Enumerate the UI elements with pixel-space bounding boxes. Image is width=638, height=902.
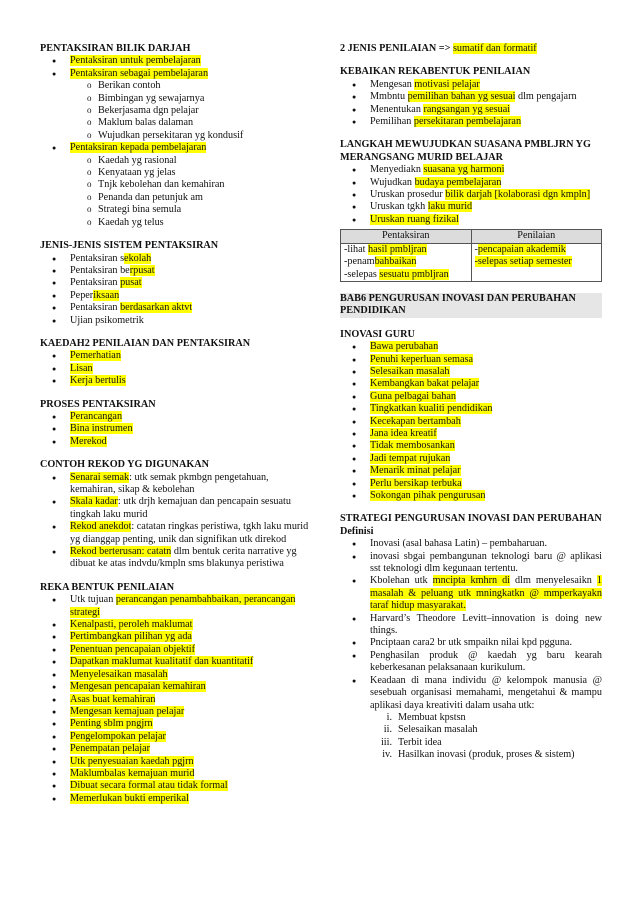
list-item: ● Pentaksiran pusat bbox=[40, 277, 312, 289]
list-inovasi-guru bbox=[340, 341, 602, 502]
list-item: ● Jadi tempat rujukan bbox=[340, 453, 602, 465]
list-item: ● Senarai semak: utk semak pkmbgn pengetahuan, kemahiran, sikap & kebolehan bbox=[40, 472, 312, 497]
list-item: ● Pentaksiran sekolah bbox=[40, 253, 312, 265]
list-item: ● Dibuat secara formal atau tidak formal bbox=[40, 780, 312, 792]
table-cell: -lihat hasil pmbljran -penambahbaikan -selepas sesuatu pmbljran bbox=[341, 243, 472, 281]
sub-list-item: o Tnjk kebolehan dan kemahiran bbox=[40, 179, 312, 191]
list-item: ● Pnciptaan cara2 br utk smpaikn nilai kpd pgguna. bbox=[340, 637, 602, 649]
comparison-table bbox=[340, 229, 602, 282]
list-item: ● Tingkatkan kualiti pendidikan bbox=[340, 403, 602, 415]
list-item: ● Kecekapan bertambah bbox=[340, 416, 602, 428]
roman-list-item: i. Membuat kpstsn bbox=[386, 711, 466, 723]
list-item: ● Inovasi (asal bahasa Latin) – pembaharuan. bbox=[340, 538, 602, 550]
list-item: ● Pemerhatian bbox=[40, 350, 312, 362]
list-item: ● Penting sblm pngjrn bbox=[40, 718, 312, 730]
list-item: ● Ujian psikometrik bbox=[40, 315, 312, 327]
list-item: ● Kerja bertulis bbox=[40, 375, 312, 387]
list-item: ● Mengesan pencapaian kemahiran bbox=[40, 681, 312, 693]
list-item: ● Perlu bersikap terbuka bbox=[340, 478, 602, 490]
table-cell: -pencapaian akademik -selepas setiap semester bbox=[471, 243, 602, 281]
list-item: ● Bina instrumen bbox=[40, 423, 312, 435]
section-title-langkah: LANGKAH MEWUJUDKAN SUASANA PMBLJRN YG MERANGSANG MURID BELAJAR bbox=[340, 139, 591, 163]
sub-list-item: o Wujudkan persekitaran yg kondusif bbox=[40, 130, 312, 142]
list-item: ● Pentaksiran berpusat bbox=[40, 265, 312, 277]
section-title-pentaksiran-bilik-darjah: PENTAKSIRAN BILIK DARJAH bbox=[40, 43, 191, 54]
list-pentaksiran-bilik-darjah bbox=[40, 55, 312, 229]
list-item: ● Penentuan pencapaian objektif bbox=[40, 644, 312, 656]
list-jenis-sistem bbox=[40, 253, 312, 327]
section-title-proses: PROSES PENTAKSIRAN bbox=[40, 398, 156, 410]
table-header-row bbox=[341, 230, 602, 243]
list-item: ● Merekod bbox=[40, 436, 312, 448]
sub-list-item: o Kaedah yg telus bbox=[40, 217, 312, 229]
list-item: ● Mengesan motivasi pelajar bbox=[340, 79, 602, 91]
list-definisi bbox=[340, 538, 602, 761]
roman-list-item: ii. Selesaikan masalah bbox=[383, 724, 478, 736]
list-item: ● Kenalpasti, peroleh maklumat bbox=[40, 619, 312, 631]
sub-list-item: o Bekerjasama dgn pelajar bbox=[40, 105, 312, 117]
list-item: ● Mmbntu pemilihan bahan yg sesuai dlm pengajarn bbox=[340, 91, 602, 103]
chapter-title-bab6: BAB6 PENGURUSAN INOVASI DAN PERUBAHAN PENDIDIKAN bbox=[340, 293, 602, 318]
list-item: ● Uruskan tgkh laku murid bbox=[340, 201, 602, 213]
list-item: ● Rekod berterusan: catatn dlm bentuk cerita narrative yg dibuat ke atas indvdu/kmpln sms blakunya peristiwa bbox=[40, 546, 312, 571]
subheading-definisi: Definisi bbox=[340, 525, 374, 537]
section-title-kaedah2: KAEDAH2 PENILAIAN DAN PENTAKSIRAN bbox=[40, 337, 251, 349]
sub-list-item: o Kenyataan yg jelas bbox=[40, 167, 312, 179]
list-item: ● Utk tujuan perancangan penambahbaikan, perancangan strategi bbox=[40, 594, 312, 619]
list-item: ● Uruskan prosedur bilik darjah [kolaborasi dgn kmpln] bbox=[340, 189, 602, 201]
list-item: ● Menentukan rangsangan yg sesuai bbox=[340, 104, 602, 116]
sub-list-item: o Kaedah yg rasional bbox=[40, 155, 312, 167]
list-item: ● Harvard’s Theodore Levitt–innovation is doing new things. bbox=[340, 613, 602, 638]
list-item: ● Bawa perubahan bbox=[340, 341, 602, 353]
list-item: ● Pengelompokan pelajar bbox=[40, 731, 312, 743]
section-title-inovasi-guru: INOVASI GURU bbox=[340, 328, 415, 340]
sub-list-item: o Bimbingan yg sewajarnya bbox=[40, 93, 312, 105]
list-item: ● Utk penyesuaian kaedah pgjrn bbox=[40, 756, 312, 768]
list-item: ● Skala kadar: utk drjh kemajuan dan pencapain sesuatu tingkah laku murid bbox=[40, 496, 312, 521]
roman-list-item: iii. Terbit idea bbox=[380, 736, 442, 748]
list-item: ● Asas buat kemahiran bbox=[40, 694, 312, 706]
list-item: ● Penuhi keperluan semasa bbox=[340, 354, 602, 366]
section-title-strategi: STRATEGI PENGURUSAN INOVASI DAN PERUBAHAN bbox=[340, 513, 602, 525]
list-kebaikan bbox=[340, 79, 602, 129]
section-title-reka-bentuk: REKA BENTUK PENILAIAN bbox=[40, 581, 175, 593]
table-header-penilaian: Penilaian bbox=[471, 230, 602, 243]
list-item: ● Menyelesaikan masalah bbox=[40, 669, 312, 681]
list-item: ● inovasi sbgai pembangunan teknologi baru @ aplikasi sst teknologi dlm kegunaan tertentu. bbox=[340, 551, 602, 576]
list-item: ● Uruskan ruang fizikal bbox=[340, 214, 602, 226]
section-title-jenis-sistem: JENIS-JENIS SISTEM PENTAKSIRAN bbox=[40, 240, 219, 252]
table-header-pentaksiran: Pentaksiran bbox=[341, 230, 472, 243]
list-item: ● Wujudkan budaya pembelajaran bbox=[340, 177, 602, 189]
list-item: ● Jana idea kreatif bbox=[340, 428, 602, 440]
list-item: ● Pentaksiran berdasarkan aktvt bbox=[40, 302, 312, 314]
list-item: ● Keadaan di mana individu @ kelompok manusia @ sesebuah organisasi memahami, mengetahui & mampu aplikasi daya kreativiti dalam usaha utk: bbox=[340, 675, 602, 712]
list-item: ● Lisan bbox=[40, 363, 312, 375]
list-item: ● Kbolehan utk mncipta kmhrn di dlm menyelesaikn 1 masalah & peluang utk mningkatkn @ mmperkayakn taraf hidup masyarakat. bbox=[340, 575, 602, 612]
list-item: ● Sokongan pihak pengurusan bbox=[340, 490, 602, 502]
section-title-contoh-rekod: CONTOH REKOD YG DIGUNAKAN bbox=[40, 459, 209, 471]
list-item: ● Penghasilan produk @ kaedah yg baru kearah keberkesanan pelaksanaan kurikulum. bbox=[340, 650, 602, 675]
list-proses bbox=[40, 411, 312, 448]
table-row bbox=[341, 243, 602, 281]
list-langkah bbox=[340, 164, 602, 226]
roman-list-item: iv. Hasilkan inovasi (produk, proses & sistem) bbox=[382, 749, 575, 761]
list-item: ● Dapatkan maklumat kualitatif dan kuantitatif bbox=[40, 656, 312, 668]
sub-list-item: o Maklum balas dalaman bbox=[40, 117, 312, 129]
list-item: ● Perancangan bbox=[40, 411, 312, 423]
left-column bbox=[40, 43, 312, 805]
list-item: ● Kembangkan bakat pelajar bbox=[340, 378, 602, 390]
list-item: ● Pentaksiran sebagai pembelajaran bbox=[40, 68, 312, 80]
list-reka-bentuk bbox=[40, 594, 312, 805]
list-item: ● Pentaksiran kepada pembelajaran bbox=[40, 142, 312, 154]
list-item: ● Penempatan pelajar bbox=[40, 743, 312, 755]
sub-list-item: o Penanda dan petunjuk am bbox=[40, 192, 312, 204]
list-item: ● Maklumbalas kemajuan murid bbox=[40, 768, 312, 780]
list-kaedah2 bbox=[40, 350, 312, 387]
list-item: ● Tidak membosankan bbox=[340, 440, 602, 452]
right-column bbox=[340, 43, 602, 762]
list-item: ● Menyediakn suasana yg harmoni bbox=[340, 164, 602, 176]
list-item: ● Selesaikan masalah bbox=[340, 366, 602, 378]
section-title-kebaikan: KEBAIKAN REKABENTUK PENILAIAN bbox=[340, 66, 531, 78]
jenis-penilaian-line: 2 JENIS PENILAIAN => sumatif dan formatif bbox=[340, 43, 537, 54]
sub-list-item: o Strategi bina semula bbox=[40, 204, 312, 216]
list-item: ● Pertimbangkan pilihan yg ada bbox=[40, 631, 312, 643]
list-item: ● Memerlukan bukti emperikal bbox=[40, 793, 312, 805]
list-item: ● Mengesan kemajuan pelajar bbox=[40, 706, 312, 718]
list-item: ● Peperiksaan bbox=[40, 290, 312, 302]
list-item: ● Rekod anekdot: catatan ringkas peristiwa, tgkh laku murid yg dianggap penting, unik dan signifikan utk direkod bbox=[40, 521, 312, 546]
list-item: ● Pentaksiran untuk pembelajaran bbox=[40, 55, 312, 67]
sub-list-item: o Berikan contoh bbox=[40, 80, 312, 92]
list-item: ● Pemilihan persekitaran pembelajaran bbox=[340, 116, 602, 128]
list-contoh-rekod bbox=[40, 472, 312, 571]
list-item: ● Menarik minat pelajar bbox=[340, 465, 602, 477]
list-item: ● Guna pelbagai bahan bbox=[340, 391, 602, 403]
